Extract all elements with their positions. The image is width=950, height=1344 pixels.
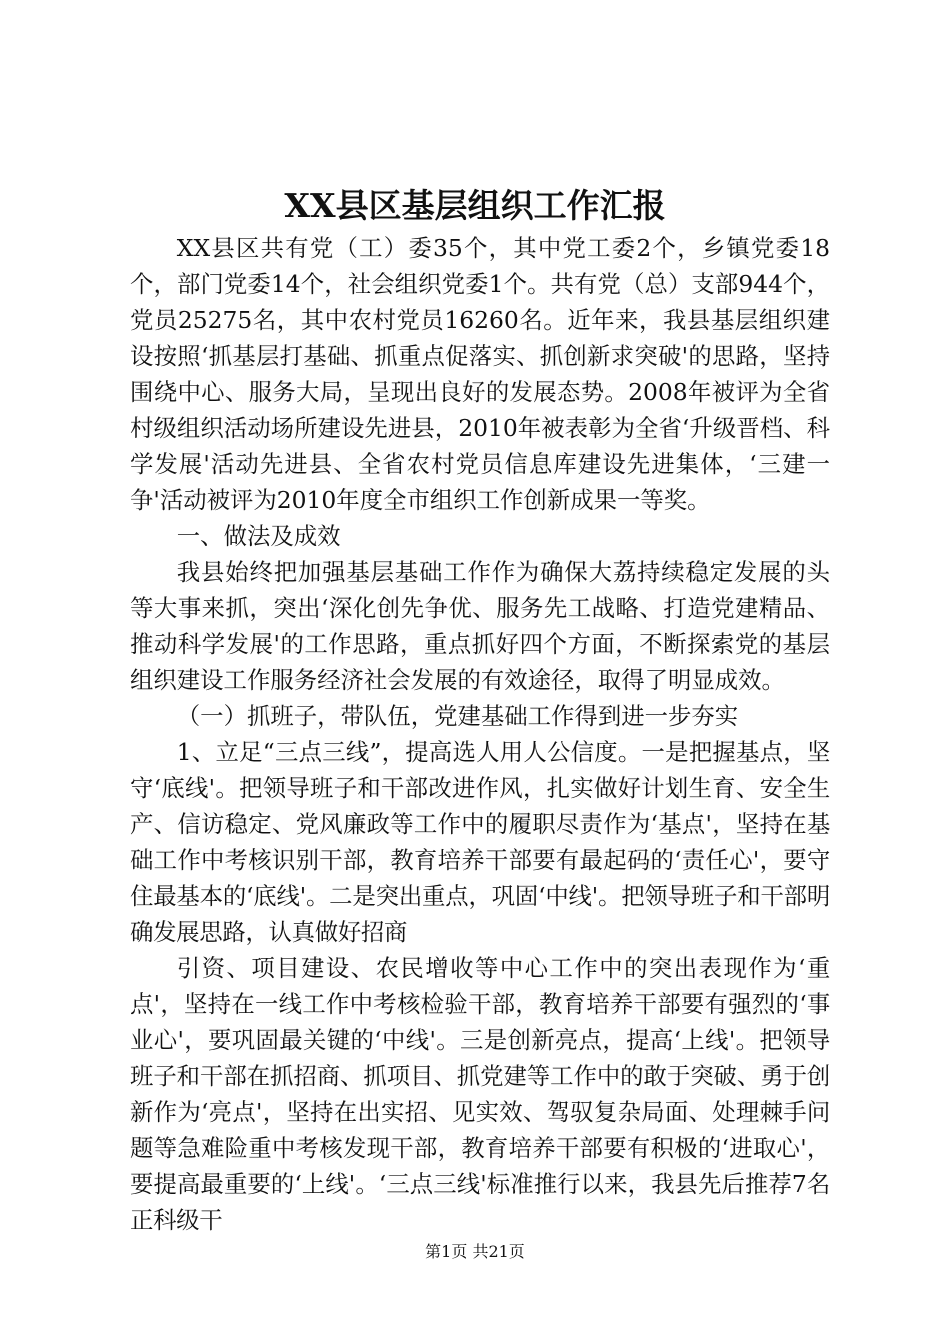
page-number: 第1页 共21页: [425, 1242, 525, 1261]
section-heading: 一、做法及成效: [176, 522, 341, 550]
subsection-heading: （一）抓班子，带队伍，党建基础工作得到进一步夯实: [176, 702, 739, 730]
paragraph-approach: 我县始终把加强基层基础工作作为确保大荔持续稳定发展的头等大事来抓，突出‘深化创先争优、服务先工战略、打造党建精品、推动科学发展'的工作思路，重点抓好四个方面，不断探索党的基层组织建设工作服务经济社会发展的有效途径，取得了明显成效。: [130, 558, 830, 694]
paragraph-three-points: 1、立足“三点三线”，提高选人用人公信度。一是把握基点，坚守‘底线'。把领导班子和干部改进作风，扎实做好计划生育、安全生产、信访稳定、党风廉政等工作中的履职尽责作为‘基点'，坚持在基础工作中考核识别干部，教育培养干部要有最起码的‘责任心'，要守住最基本的‘底线'。二是突出重点，巩固‘中线'。把领导班子和干部明确发展思路，认真做好招商: [130, 738, 830, 946]
document-body: [130, 230, 830, 1238]
paragraph-continuation: 引资、项目建设、农民增收等中心工作中的突出表现作为‘重点'，坚持在一线工作中考核检验干部，教育培养干部要有强烈的‘事业心'，要巩固最关键的‘中线'。三是创新亮点，提高‘上线'。把领导班子和干部在抓招商、抓项目、抓党建等工作中的敢于突破、勇于创新作为‘亮点'，坚持在出实招、见实效、驾驭复杂局面、处理棘手问题等急难险重中考核发现干部，教育培养干部要有积极的‘进取心'，要提高最重要的‘上线'。‘三点三线'标准推行以来，我县先后推荐7名正科级干: [130, 954, 830, 1234]
document-title: XX县区基层组织工作汇报: [284, 186, 666, 225]
paragraph-intro: XX县区共有党（工）委35个，其中党工委2个，乡镇党委18个，部门党委14个，社会组织党委1个。共有党（总）支部944个，党员25275名，其中农村党员16260名。近年来，我县基层组织建设按照‘抓基层打基础、抓重点促落实、抓创新求突破'的思路，坚持围绕中心、服务大局，呈现出良好的发展态势。2008年被评为全省村级组织活动场所建设先进县，2010年被表彰为全省‘升级晋档、科学发展'活动先进县、全省农村党员信息库建设先进集体，‘三建一争'活动被评为2010年度全市组织工作创新成果一等奖。: [130, 234, 830, 514]
